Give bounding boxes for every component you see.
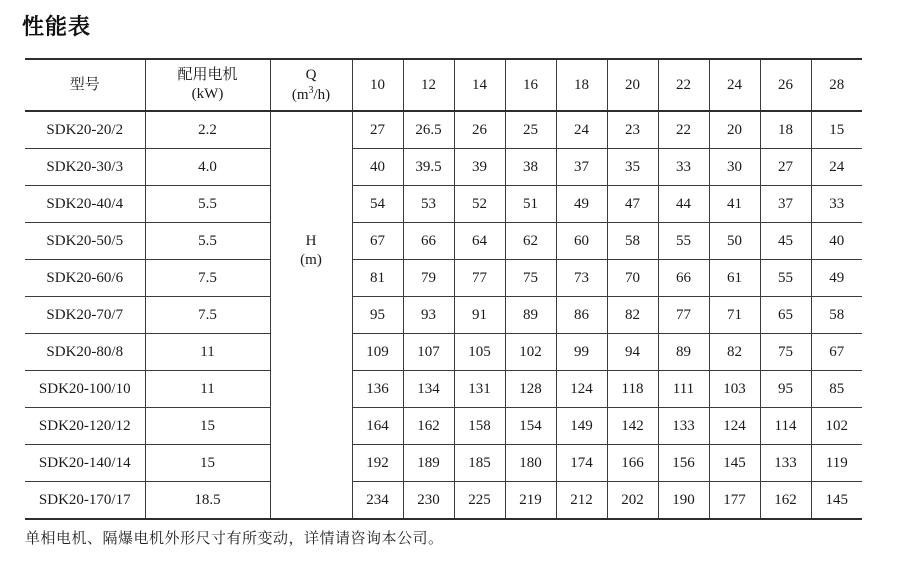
head-value-cell: 27 (760, 149, 811, 186)
head-value-cell: 192 (352, 445, 403, 482)
head-value-cell: 35 (607, 149, 658, 186)
motor-power-cell: 7.5 (145, 297, 270, 334)
head-value-cell: 102 (811, 408, 862, 445)
head-value-cell: 40 (811, 223, 862, 260)
head-value-cell: 54 (352, 186, 403, 223)
head-value-cell: 66 (658, 260, 709, 297)
flow-value-header: 24 (709, 60, 760, 111)
head-value-cell: 145 (709, 445, 760, 482)
motor-power-cell: 7.5 (145, 260, 270, 297)
model-cell: SDK20-40/4 (25, 186, 145, 223)
head-value-cell: 45 (760, 223, 811, 260)
head-value-cell: 89 (505, 297, 556, 334)
motor-power-label: 配用电机 (177, 67, 238, 84)
head-value-cell: 25 (505, 111, 556, 149)
table-row (25, 482, 862, 519)
model-cell: SDK20-120/12 (25, 408, 145, 445)
head-value-cell: 60 (556, 223, 607, 260)
table-row (25, 371, 862, 408)
head-value-cell: 142 (607, 408, 658, 445)
head-value-cell: 37 (556, 149, 607, 186)
table-row (25, 334, 862, 371)
head-value-cell: 99 (556, 334, 607, 371)
head-value-cell: 67 (352, 223, 403, 260)
motor-power-cell: 18.5 (145, 482, 270, 519)
head-value-cell: 55 (658, 223, 709, 260)
head-value-cell: 105 (454, 334, 505, 371)
head-value-cell: 133 (658, 408, 709, 445)
motor-power-unit: (kW) (191, 86, 224, 102)
head-value-cell: 190 (658, 482, 709, 519)
head-value-cell: 53 (403, 186, 454, 223)
head-value-cell: 39 (454, 149, 505, 186)
head-value-cell: 166 (607, 445, 658, 482)
head-value-cell: 225 (454, 482, 505, 519)
table-row (25, 408, 862, 445)
head-value-cell: 158 (454, 408, 505, 445)
head-value-cell: 189 (403, 445, 454, 482)
head-value-cell: 30 (709, 149, 760, 186)
head-value-cell: 164 (352, 408, 403, 445)
head-value-cell: 67 (811, 334, 862, 371)
head-symbol: H (305, 233, 317, 249)
flow-unit (271, 85, 352, 105)
flow-value-header: 20 (607, 60, 658, 111)
model-cell: SDK20-70/7 (25, 297, 145, 334)
head-value-cell: 202 (607, 482, 658, 519)
head-value-cell: 230 (403, 482, 454, 519)
head-value-cell: 77 (658, 297, 709, 334)
head-value-cell: 174 (556, 445, 607, 482)
flow-value-header: 18 (556, 60, 607, 111)
table-row (25, 260, 862, 297)
head-value-cell: 154 (505, 408, 556, 445)
table-header-row (25, 60, 862, 111)
head-value-cell: 23 (607, 111, 658, 149)
head-value-cell: 102 (505, 334, 556, 371)
flow-value-header: 22 (658, 60, 709, 111)
motor-power-cell: 4.0 (145, 149, 270, 186)
head-value-cell: 15 (811, 111, 862, 149)
head-value-cell: 77 (454, 260, 505, 297)
model-cell: SDK20-50/5 (25, 223, 145, 260)
motor-power-cell: 11 (145, 334, 270, 371)
motor-power-cell: 11 (145, 371, 270, 408)
head-value-cell: 136 (352, 371, 403, 408)
model-cell: SDK20-100/10 (25, 371, 145, 408)
flow-value-header: 16 (505, 60, 556, 111)
head-value-cell: 95 (760, 371, 811, 408)
head-value-cell: 22 (658, 111, 709, 149)
head-value-cell: 20 (709, 111, 760, 149)
head-value-cell: 131 (454, 371, 505, 408)
head-value-cell: 40 (352, 149, 403, 186)
model-cell: SDK20-60/6 (25, 260, 145, 297)
head-value-cell: 75 (505, 260, 556, 297)
head-value-cell: 66 (403, 223, 454, 260)
head-value-cell: 86 (556, 297, 607, 334)
motor-power-column-header (145, 60, 270, 111)
head-value-cell: 95 (352, 297, 403, 334)
head-value-cell: 41 (709, 186, 760, 223)
head-value-cell: 111 (658, 371, 709, 408)
head-value-cell: 52 (454, 186, 505, 223)
table-row (25, 111, 862, 149)
head-value-cell: 119 (811, 445, 862, 482)
head-value-cell: 145 (811, 482, 862, 519)
footer-note: 单相电机、隔爆电机外形尺寸有所变动，详情请咨询本公司。 (25, 530, 444, 547)
table-body (25, 111, 862, 518)
head-value-cell: 94 (607, 334, 658, 371)
head-unit-cell (270, 111, 352, 518)
head-value-cell: 26.5 (403, 111, 454, 149)
head-value-cell: 156 (658, 445, 709, 482)
performance-table (25, 60, 862, 518)
head-value-cell: 81 (352, 260, 403, 297)
head-value-cell: 27 (352, 111, 403, 149)
head-value-cell: 82 (709, 334, 760, 371)
motor-power-cell: 5.5 (145, 186, 270, 223)
head-value-cell: 134 (403, 371, 454, 408)
head-value-cell: 65 (760, 297, 811, 334)
flow-unit-sup: 3 (308, 84, 314, 96)
head-value-cell: 103 (709, 371, 760, 408)
head-value-cell: 75 (760, 334, 811, 371)
head-value-cell: 85 (811, 371, 862, 408)
head-value-cell: 162 (403, 408, 454, 445)
head-unit: (m) (300, 251, 322, 268)
head-value-cell: 38 (505, 149, 556, 186)
head-value-cell: 118 (607, 371, 658, 408)
flow-value-header: 14 (454, 60, 505, 111)
head-value-cell: 89 (658, 334, 709, 371)
head-value-cell: 180 (505, 445, 556, 482)
head-value-cell: 58 (811, 297, 862, 334)
head-value-cell: 149 (556, 408, 607, 445)
model-cell: SDK20-20/2 (25, 111, 145, 149)
head-value-cell: 185 (454, 445, 505, 482)
head-value-cell: 79 (403, 260, 454, 297)
head-value-cell: 24 (811, 149, 862, 186)
head-value-cell: 70 (607, 260, 658, 297)
head-value-cell: 128 (505, 371, 556, 408)
table-row (25, 445, 862, 482)
head-value-cell: 50 (709, 223, 760, 260)
head-value-cell: 71 (709, 297, 760, 334)
head-value-cell: 62 (505, 223, 556, 260)
head-value-cell: 58 (607, 223, 658, 260)
head-value-cell: 33 (811, 186, 862, 223)
head-value-cell: 49 (811, 260, 862, 297)
model-cell: SDK20-170/17 (25, 482, 145, 519)
flow-column-header (270, 60, 352, 111)
model-column-header: 型号 (25, 60, 145, 111)
head-value-cell: 24 (556, 111, 607, 149)
head-value-cell: 73 (556, 260, 607, 297)
model-cell: SDK20-80/8 (25, 334, 145, 371)
table-row (25, 186, 862, 223)
flow-value-header: 26 (760, 60, 811, 111)
head-value-cell: 37 (760, 186, 811, 223)
motor-power-cell: 15 (145, 408, 270, 445)
head-value-cell: 26 (454, 111, 505, 149)
head-value-cell: 234 (352, 482, 403, 519)
page-title: 性能表 (22, 14, 92, 39)
motor-power-cell: 15 (145, 445, 270, 482)
head-value-cell: 61 (709, 260, 760, 297)
head-value-cell: 177 (709, 482, 760, 519)
head-value-cell: 107 (403, 334, 454, 371)
head-value-cell: 109 (352, 334, 403, 371)
head-value-cell: 212 (556, 482, 607, 519)
table-row (25, 149, 862, 186)
head-value-cell: 51 (505, 186, 556, 223)
head-value-cell: 124 (709, 408, 760, 445)
model-cell: SDK20-140/14 (25, 445, 145, 482)
head-value-cell: 49 (556, 186, 607, 223)
head-value-cell: 93 (403, 297, 454, 334)
table-row (25, 297, 862, 334)
head-value-cell: 39.5 (403, 149, 454, 186)
flow-unit-open: (m (291, 86, 309, 103)
head-value-cell: 82 (607, 297, 658, 334)
flow-unit-close: /h) (313, 86, 331, 103)
head-value-cell: 114 (760, 408, 811, 445)
performance-table-wrapper (25, 58, 862, 520)
motor-power-cell: 2.2 (145, 111, 270, 149)
head-value-cell: 44 (658, 186, 709, 223)
head-value-cell: 91 (454, 297, 505, 334)
head-value-cell: 64 (454, 223, 505, 260)
head-value-cell: 55 (760, 260, 811, 297)
head-value-cell: 124 (556, 371, 607, 408)
head-value-cell: 162 (760, 482, 811, 519)
flow-value-header: 12 (403, 60, 454, 111)
flow-symbol: Q (305, 66, 317, 83)
motor-power-cell: 5.5 (145, 223, 270, 260)
head-value-cell: 219 (505, 482, 556, 519)
head-value-cell: 47 (607, 186, 658, 223)
head-value-cell: 133 (760, 445, 811, 482)
table-row (25, 223, 862, 260)
model-cell: SDK20-30/3 (25, 149, 145, 186)
head-value-cell: 33 (658, 149, 709, 186)
flow-value-header: 10 (352, 60, 403, 111)
flow-value-header: 28 (811, 60, 862, 111)
head-value-cell: 18 (760, 111, 811, 149)
